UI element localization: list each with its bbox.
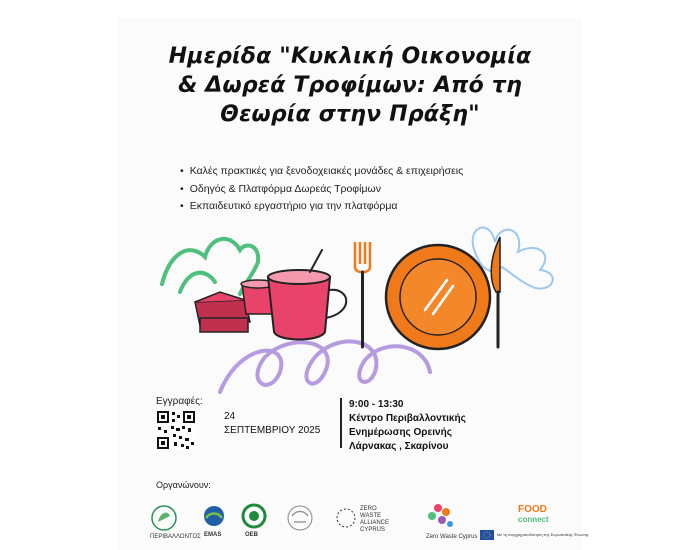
svg-text:CYPRUS: CYPRUS (360, 527, 386, 533)
venue-line: Κέντρο Περιβαλλοντικής (349, 413, 466, 424)
agenda-item: • Εκπαιδευτικό εργαστήριο για την πλατφόρμα (180, 198, 463, 216)
event-month-year: ΣΕΠΤΕΜΒΡΙΟΥ 2025 (224, 425, 321, 436)
title-line-2: & Δωρεά Τροφίμων: Από τη (178, 73, 522, 98)
svg-text:ZERO: ZERO (360, 506, 377, 512)
registration-qr-code[interactable] (156, 410, 196, 450)
title-line-3: Θεωρία στην Πράξη" (220, 102, 480, 127)
zero-waste-alliance-logo (337, 506, 389, 533)
big-cup (268, 250, 346, 340)
svg-text:ALLIANCE: ALLIANCE (360, 520, 390, 526)
agenda-item: • Καλές πρακτικές για ξενοδοχειακές μονάδες & επιχειρήσεις (180, 163, 463, 181)
oeb-logo (243, 505, 265, 538)
emas-logo (204, 506, 224, 538)
agenda-list (180, 163, 463, 216)
svg-text:connect: connect (518, 515, 549, 524)
event-title (140, 42, 560, 129)
title-line-1: Ημερίδα "Κυκλική Οικονομία (168, 44, 532, 69)
agenda-item: • Οδηγός & Πλατφόρμα Δωρεάς Τροφίμων (180, 181, 463, 199)
organizer-logos (146, 500, 589, 544)
event-date (224, 410, 320, 438)
svg-text:FOOD: FOOD (518, 504, 547, 515)
purple-scribble (220, 341, 430, 392)
svg-text:Με τη συγχρηματοδότηση της Ευρ: Με τη συγχρηματοδότηση της Ευρωπαϊκής Ένωσης (497, 532, 589, 537)
fork-icon (355, 242, 370, 347)
event-venue (349, 398, 466, 454)
cake-slices (195, 292, 250, 332)
svg-text:EMAS: EMAS (204, 532, 222, 538)
venue-line: Ενημέρωσης Ορεινής (349, 427, 452, 438)
zero-waste-cyprus-logo (426, 504, 477, 540)
svg-text:WASTE: WASTE (360, 513, 382, 519)
venue-line: Λάρνακας , Σκαρίνου (349, 441, 449, 452)
registration-label: Εγγραφές: (156, 396, 203, 407)
svg-text:Zero Waste Cyprus: Zero Waste Cyprus (426, 534, 478, 540)
svg-text:ΠΕΡΙΒΑΛΛΟΝΤΟΣ: ΠΕΡΙΒΑΛΛΟΝΤΟΣ (150, 534, 201, 540)
organizers-label: Οργανώνουν: (156, 480, 211, 490)
environment-department-logo (150, 506, 201, 540)
food-connect-logo (518, 504, 549, 524)
plate-icon (386, 245, 490, 349)
food-illustration (150, 222, 570, 402)
knife-icon (491, 237, 500, 347)
divider (340, 398, 342, 448)
svg-text:ΟΕΒ: ΟΕΒ (245, 532, 259, 538)
event-day: 24 (224, 411, 236, 422)
university-logo (288, 506, 312, 530)
event-time: 9:00 - 13:30 (349, 399, 404, 410)
